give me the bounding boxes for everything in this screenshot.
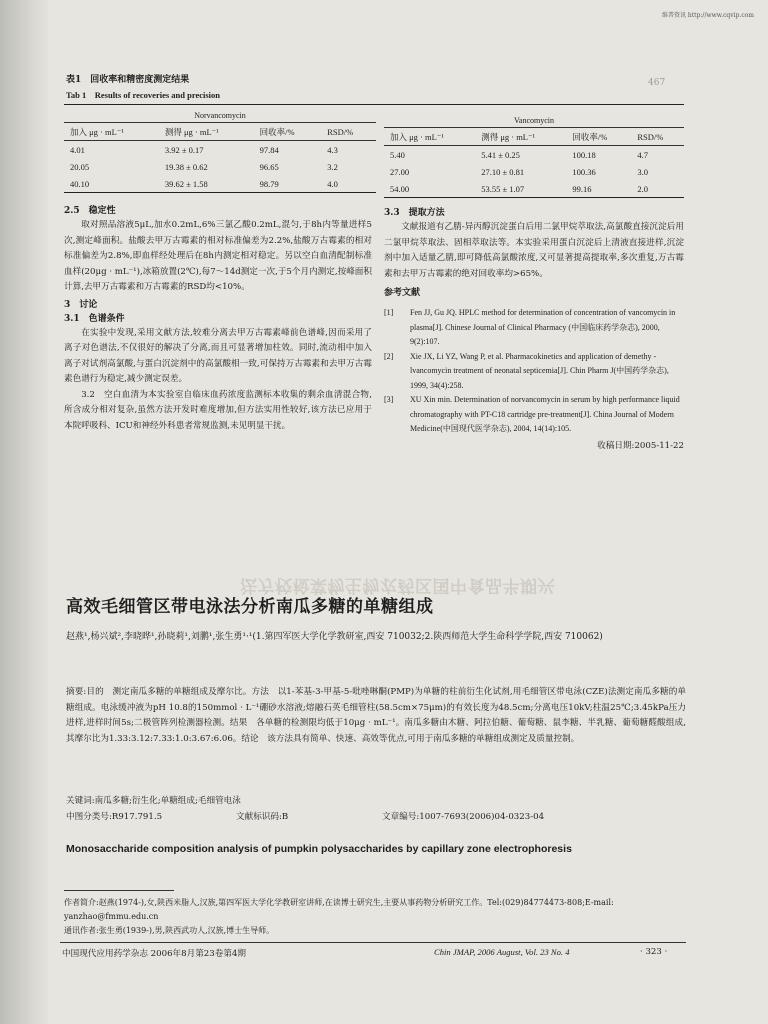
section-2-5-body: 取对照品溶液5μL,加水0.2mL,6%三氯乙酸0.2mL,混匀,于8h内等量进样5次,测定峰面积。盐酸去甲万古霉素的相对标准偏差为2.2%,盐酸万古霉素的相对标准偏差为2.8%,即血样经处理后在8h内测定相对稳定。另以空白血清配制标准血样(20μg · mL⁻¹),冰箱放置(2℃),每7～14d测定一次,于5个月内测定,按峰面积计算,去甲万古霉素和万古霉素的RSD均<10%。 (64, 220, 372, 292)
cell: 19.38 ± 0.62 (164, 161, 208, 172)
cell: 5.41 ± 0.25 (481, 149, 520, 160)
cell: 97.84 (259, 144, 279, 155)
document-code: 文献标识码:B (236, 812, 289, 822)
table-vancomycin (384, 114, 684, 198)
clc-number: 中图分类号:R917.791.5 (66, 812, 163, 822)
article-title-zh: 高效毛细管区带电泳法分析南瓜多糖的单糖组成 (66, 597, 434, 617)
cell: 3.0 (637, 166, 648, 177)
footer-rule (60, 942, 686, 943)
cell: 20.05 (70, 161, 90, 172)
authors-affiliations: 赵燕¹,杨兴斌²,李晓晔¹,孙晓莉¹,刘鹏¹,张生勇¹·¹(1.第四军医大学化学教研室,西安 710032;2.陕西师范大学生命科学学院,西安 710062) (66, 632, 603, 642)
reference-number: [1] (384, 308, 394, 317)
section-3-1-title: 3.1 色谱条件 (64, 313, 125, 324)
section-2-5-title: 2.5 稳定性 (64, 206, 116, 216)
table-norvancomycin (64, 109, 376, 193)
reference-number: [2] (384, 351, 394, 361)
section-3-2-body: 3.2 空白血清为本实验室自临床血药浓度监测标本收集的剩余血清混合物,所含成分相对复杂,虽然方法开发时难度增加,但方法实用性较好,该方法已应用于本院呼吸科、ICU和神经外科患者常规监测,未见明显干扰。 (64, 389, 372, 431)
table-row (384, 180, 684, 198)
col-found: 测得 μg · mL⁻¹ (475, 128, 566, 146)
watermark-header: 维普资讯 http://www.cqvip.com (661, 12, 754, 19)
table-top-rule (64, 104, 684, 105)
group-header-right: Vancomycin (514, 116, 554, 125)
cell: 3.92 ± 0.17 (164, 144, 204, 155)
col-added: 加入 μg · mL⁻¹ (384, 128, 475, 146)
cell: 98.79 (254, 175, 322, 193)
table-row (64, 158, 376, 175)
col-rsd: RSD/% (631, 128, 684, 146)
cell: 4.01 (70, 144, 85, 155)
reference-item (384, 393, 684, 437)
keywords: 关键词:南瓜多糖;衍生化;单糖组成;毛细管电泳 (66, 796, 241, 806)
cell: 39.62 ± 1.58 (159, 175, 254, 193)
footer-journal-zh: 中国现代应用药学杂志 2006年8月第23卷第4期 (62, 949, 246, 959)
cell: 100.36 (572, 166, 596, 177)
reference-item (384, 306, 684, 350)
table-caption-zh: 表1 回收率和精密度测定结果 (66, 75, 190, 85)
table-row (64, 141, 376, 159)
table-caption-en: Tab 1 Results of recoveries and precision (66, 90, 221, 100)
cell: 99.16 (566, 180, 631, 198)
table-row (384, 163, 684, 180)
cell: 4.7 (637, 149, 648, 160)
col-rsd: RSD/% (321, 123, 376, 141)
table-row (384, 146, 684, 164)
col-added: 加入 μg · mL⁻¹ (64, 123, 159, 141)
bleed-page-number: 467 (648, 78, 666, 88)
corresponding-author-note: 通讯作者:张生勇(1939-),男,陕西武功人,汉族,博士生导师。 (64, 926, 275, 935)
cell: 2.0 (631, 180, 684, 198)
footer-journal-en: Chin JMAP, 2006 August, Vol. 23 No. 4 (434, 947, 570, 957)
page-number: · 323 · (640, 947, 668, 957)
reference-item (384, 350, 684, 394)
references-title: 参考文献 (384, 288, 421, 298)
group-header-left: Norvancomycin (194, 111, 246, 120)
cell: 53.55 ± 1.07 (475, 180, 566, 198)
reference-text: Fen JJ, Gu JQ. HPLC method for determination of concentration of vancomycin in plasma[J]. Chinese Journal of Clinical Pharmacy (中国临床药学杂志), 2000, 9(2):107. (410, 308, 676, 346)
received-date: 收稿日期:2005-11-22 (597, 440, 684, 451)
table-row (64, 175, 376, 193)
footnote-rule (64, 890, 174, 891)
abstract: 摘要:目的 测定南瓜多糖的单糖组成及摩尔比。方法 以1-苯基-3-甲基-5-吡唑啉酮(PMP)为单糖的柱前衍生化试剂,用毛细管区带电泳(CZE)法测定南瓜多糖的单糖组成。电泳缓冲液为pH 10.8的150mmol · L⁻¹硼砂水溶液;熔融石英毛细管柱(58.5cm×75μm)的有效长度为48.5cm;分离电压10kV;柱温25℃;3.45kPa压力进样,进样时间5s;二极管阵列检测器检测。结果 各单糖的检测限均低于10μg · mL⁻¹。南瓜多糖由木糖、阿拉伯糖、葡萄糖、鼠李糖、半乳糖、葡萄糖醛酸组成,其摩尔比为1.33:3.12:7.33:1.0:3.67:6.06。结论 该方法具有简单、快速、高效等优点,可用于南瓜多糖的单糖组成测定及质量控制。 (66, 687, 686, 744)
cell: 96.65 (259, 161, 279, 172)
col-recovery: 回收率/% (254, 123, 322, 141)
section-3-1-body: 在实验中发现,采用文献方法,较难分离去甲万古霉素峰前色谱峰,因而采用了离子对色谱法,不仅很好的解决了分离,而且可显著增加柱效。同时,流动相中加入离子对试剂高氯酸,与蛋白沉淀剂中的高氯酸相一致,可保持万古霉素和去甲万古霉素色谱行为稳定,减少测定误差。 (64, 327, 372, 384)
section-3-3-body: 文献报道有乙腈-异丙醇沉淀蛋白后用二氯甲烷萃取法,高氯酸直接沉淀后用二氯甲烷萃取法、固相萃取法等。本实验采用蛋白沉淀后上清液直接进样,沉淀剂中加入适量乙腈,即可降低高氯酸浓度,又可显著提高提取率,多次重复,万古霉素和去甲万古霉素的绝对回收率均>65%。 (384, 222, 684, 279)
binding-gutter (0, 0, 48, 1024)
section-3-3-title: 3.3 提取方法 (384, 208, 445, 218)
article-number: 文章编号:1007-7693(2006)04-0323-04 (382, 812, 545, 822)
cell: 5.40 (390, 149, 405, 160)
cell: 4.3 (327, 144, 338, 155)
reference-text: Xie JX, Li YZ, Wang P, et al. Pharmacokinetics and application of demethy -lvancomycin treatment of neonatal septicemia[J]. Chin Pharm J(中国药学杂志), 1999, 34(4):258. (410, 351, 669, 390)
bleed-through-title: 法方校检菜物生物农药区国中食品半期兴 (240, 575, 555, 595)
section-3-title: 3 讨论 (64, 299, 98, 310)
cell: 3.2 (327, 161, 338, 172)
cell: 100.18 (572, 149, 596, 160)
cell: 27.10 ± 0.81 (481, 166, 525, 177)
col-found: 测得 μg · mL⁻¹ (159, 123, 254, 141)
reference-number: [3] (384, 395, 394, 404)
col-recovery: 回收率/% (566, 128, 631, 146)
article-title-en: Monosaccharide composition analysis of pumpkin polysaccharides by capillary zone electrophoresis (66, 843, 572, 855)
reference-text: XU Xin min. Determination of norvancomycin in serum by high performance liquid chromatography with PT-C18 cartridge pre-treatment[J]. China Journal of Modern Medicine(中国现代医学杂志), 2004, 14(14):105. (410, 395, 680, 433)
cell: 54.00 (384, 180, 475, 198)
cell: 27.00 (390, 166, 410, 177)
right-column (384, 206, 684, 453)
author-note: 作者简介:赵燕(1974-),女,陕西米脂人,汉族,第四军医大学化学教研室讲师,在读博士研究生,主要从事药物分析研究工作。Tel:(029)84774473-808;E-mail: yanzhao@fmmu.edu.cn (64, 898, 614, 921)
left-column (64, 204, 372, 434)
cell: 40.10 (64, 175, 159, 193)
cell: 4.0 (321, 175, 376, 193)
